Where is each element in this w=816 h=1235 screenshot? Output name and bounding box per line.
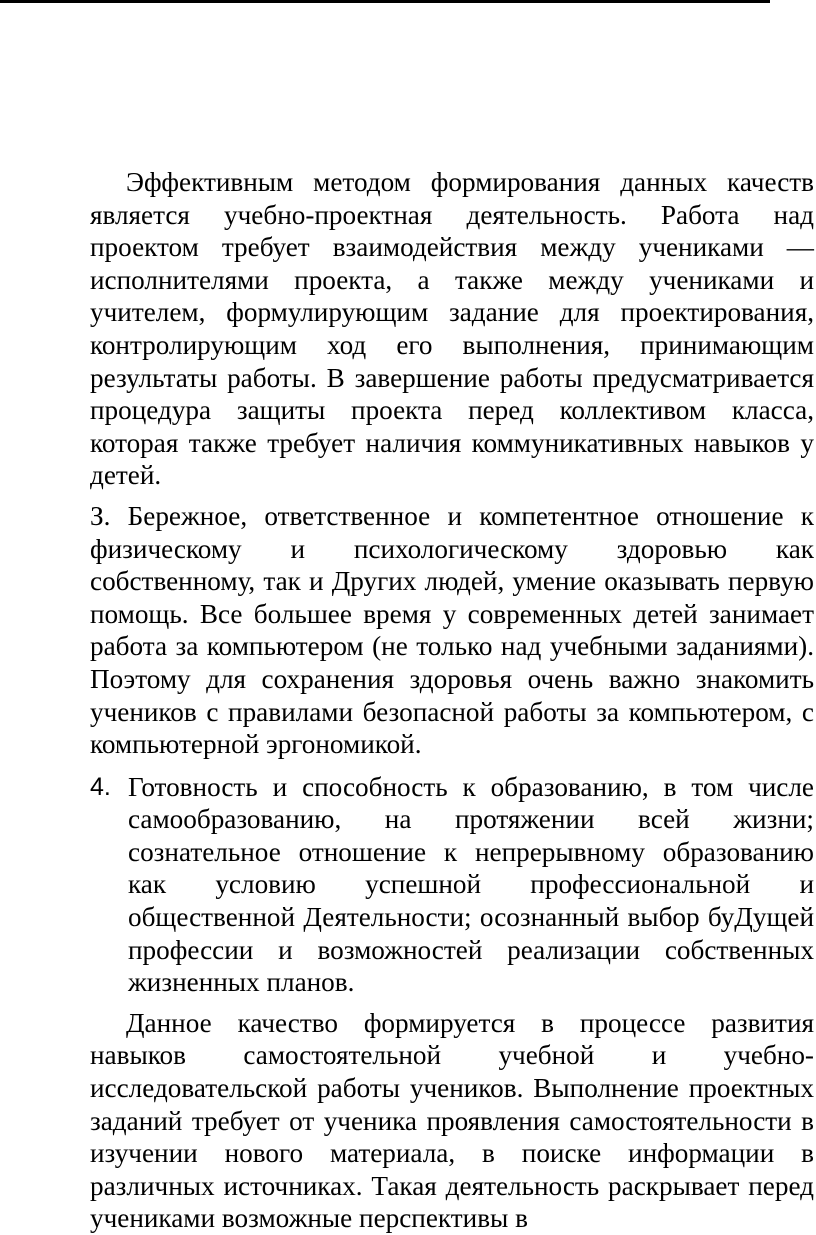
paragraph-self-study: Данное качество формируется в процессе развития навыков самостоятельной учебной и учебно-исследовательской работы учеников. Выполнение проектных заданий требует от ученика проявления самостоятельности в изучении нового материала, в поиске информации в различных источниках. Такая деятельность раскрывает перед учениками возможные перспективы в	[90, 1007, 814, 1234]
paragraph-project-activity: Эффективным методом формирования данных качеств является учебно-проектная деятельность. Работа над проектом требует взаимодействия между учениками — исполнителями проекта, а также между учениками и учителем, формулирующим задание для проектирования, контролирующим ход его выполнения, принимающим результаты работы. В завершение работы предусматривается процедура защиты проекта перед коллективом класса, которая также требует наличия коммуникативных навыков у детей.	[90, 167, 814, 491]
document-page	[90, 166, 814, 1235]
list-number: 4.	[90, 772, 111, 801]
paragraph-health: З. Бережное, ответственное и компетентное отношение к физическому и психологическому здоровью как собственному, так и Других людей, умение оказывать первую помощь. Все большее время у современных детей занимает работа за компьютером (не только над учебными заданиями). Поэтому для сохранения здоровья очень важно знакомить учеников с правилами безопасной работы за компьютером, с компьютерной эргономикой.	[90, 500, 814, 760]
top-rule	[0, 0, 770, 3]
paragraph-education: Готовность и способность к образованию, в том числе самообразованию, на протяжении всей жизни; сознательное отношение к непрерывному образованию как условию успешной профессиональной и общественной Деятельности; осознанный выбор буДущей профессии и возможностей реализации собственных жизненных планов.	[128, 771, 814, 998]
numbered-item-4	[90, 771, 814, 999]
